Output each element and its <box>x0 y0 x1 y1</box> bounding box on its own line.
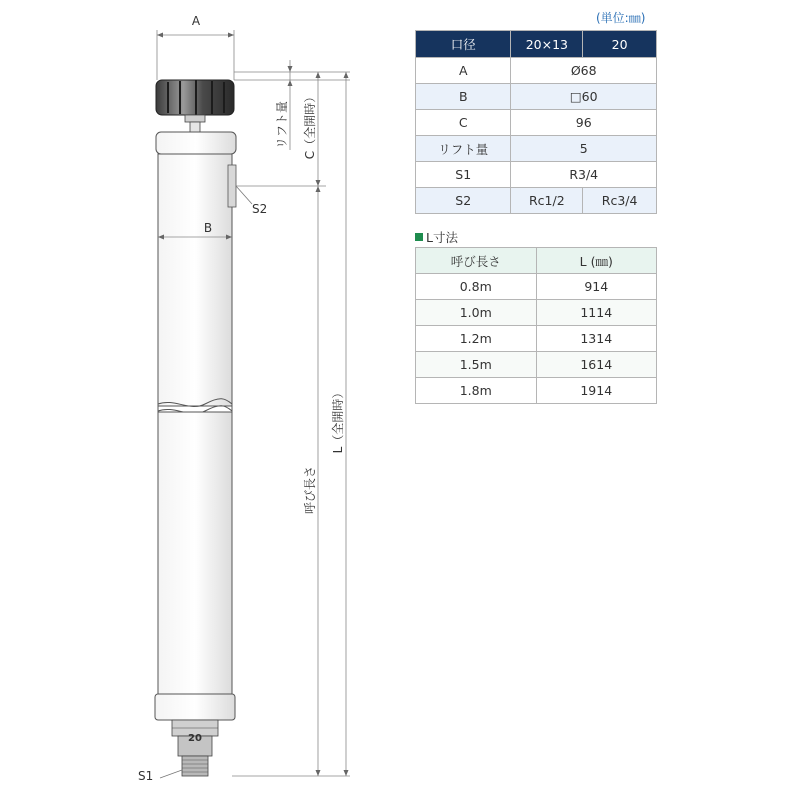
dimension-lift-c <box>234 60 350 186</box>
table-row <box>416 274 657 300</box>
dimension-a <box>157 30 234 80</box>
header-bore: 口径 <box>416 31 511 58</box>
header-size-20: 20 <box>583 31 657 58</box>
length-table-title <box>415 228 458 246</box>
row-label: B <box>416 84 511 110</box>
header-size-20x13: 20×13 <box>511 31 583 58</box>
valve-body <box>158 154 232 694</box>
row-value: R3/4 <box>511 162 657 188</box>
spec-table-header <box>416 31 657 58</box>
label-s1: S1 <box>138 769 154 783</box>
row-label: S1 <box>416 162 511 188</box>
length-table <box>415 247 657 404</box>
table-row <box>416 352 657 378</box>
cell-l: 1114 <box>536 300 657 326</box>
row-value: □60 <box>511 84 657 110</box>
label-l: L（全開時） <box>331 386 345 454</box>
table-row <box>416 188 657 214</box>
table-row <box>416 58 657 84</box>
row-value: 5 <box>511 136 657 162</box>
row-label: S2 <box>416 188 511 214</box>
row-value: Ø68 <box>511 58 657 84</box>
unit-note: (単位:㎜) <box>596 11 646 25</box>
row-value: Rc1/2 <box>511 188 583 214</box>
length-table-title-text: L寸法 <box>426 230 458 245</box>
header-l: L (㎜) <box>536 248 657 274</box>
label-a: A <box>191 14 201 28</box>
label-nominal-length: 呼び長さ <box>303 465 317 515</box>
label-lift: リフト量 <box>275 100 289 150</box>
cell-nominal: 0.8m <box>416 274 537 300</box>
spec-table <box>415 30 657 214</box>
green-square-icon <box>415 233 423 241</box>
table-row <box>416 110 657 136</box>
table-row <box>416 162 657 188</box>
row-value: Rc3/4 <box>583 188 657 214</box>
row-label: A <box>416 58 511 84</box>
table-row <box>416 136 657 162</box>
label-c: C（全開時） <box>303 90 317 160</box>
row-label: リフト量 <box>416 136 511 162</box>
table-row <box>416 326 657 352</box>
label-size: 20 <box>188 733 202 744</box>
table-row <box>416 300 657 326</box>
handle-knob <box>156 80 234 132</box>
cell-l: 914 <box>536 274 657 300</box>
row-value: 96 <box>511 110 657 136</box>
row-label: C <box>416 110 511 136</box>
cell-l: 1914 <box>536 378 657 404</box>
top-cap <box>156 132 236 154</box>
length-table-header <box>416 248 657 274</box>
cell-nominal: 1.5m <box>416 352 537 378</box>
cell-nominal: 1.0m <box>416 300 537 326</box>
label-s2: S2 <box>252 202 268 216</box>
table-row <box>416 378 657 404</box>
table-row <box>416 84 657 110</box>
cell-nominal: 1.8m <box>416 378 537 404</box>
cell-l: 1314 <box>536 326 657 352</box>
label-b: B <box>203 221 213 235</box>
cell-l: 1614 <box>536 352 657 378</box>
cell-nominal: 1.2m <box>416 326 537 352</box>
header-nominal-length: 呼び長さ <box>416 248 537 274</box>
